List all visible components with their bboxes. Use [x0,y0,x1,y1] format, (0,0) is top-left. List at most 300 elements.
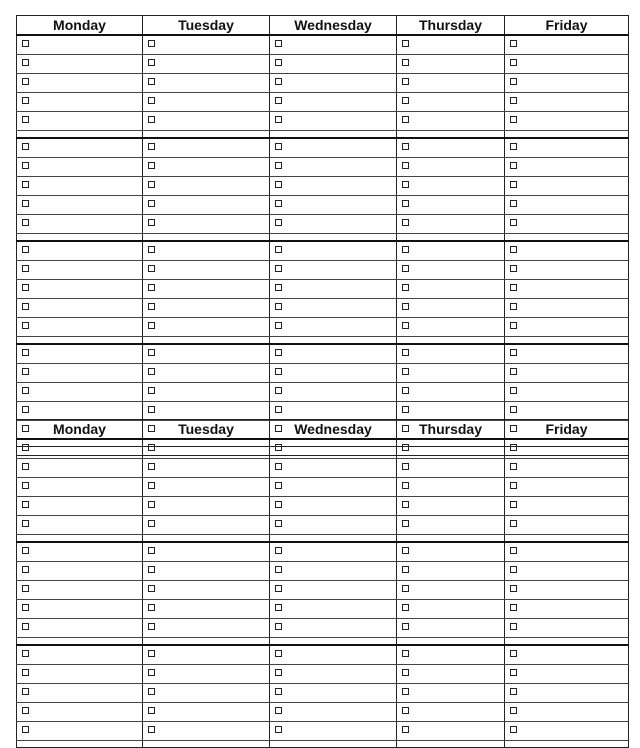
task-cell-friday[interactable] [505,261,629,280]
empty-checkbox-icon[interactable] [510,650,517,657]
empty-checkbox-icon[interactable] [148,566,155,573]
task-cell-monday[interactable] [17,516,143,535]
task-cell-friday[interactable] [505,158,629,177]
task-cell-tuesday[interactable] [143,684,270,703]
task-cell-monday[interactable] [17,722,143,741]
task-cell-thursday[interactable] [397,581,505,600]
empty-checkbox-icon[interactable] [402,200,409,207]
empty-checkbox-icon[interactable] [402,162,409,169]
task-cell-wednesday[interactable] [270,383,397,402]
task-cell-thursday[interactable] [397,665,505,684]
empty-checkbox-icon[interactable] [275,707,282,714]
task-cell-wednesday[interactable] [270,35,397,55]
task-cell-friday[interactable] [505,35,629,55]
task-cell-monday[interactable] [17,383,143,402]
empty-checkbox-icon[interactable] [275,284,282,291]
empty-checkbox-icon[interactable] [22,585,29,592]
empty-checkbox-icon[interactable] [22,650,29,657]
task-cell-thursday[interactable] [397,439,505,459]
task-cell-thursday[interactable] [397,703,505,722]
task-cell-monday[interactable] [17,158,143,177]
task-cell-friday[interactable] [505,703,629,722]
empty-checkbox-icon[interactable] [275,444,282,451]
empty-checkbox-icon[interactable] [22,143,29,150]
empty-checkbox-icon[interactable] [402,707,409,714]
empty-checkbox-icon[interactable] [402,116,409,123]
empty-checkbox-icon[interactable] [510,349,517,356]
empty-checkbox-icon[interactable] [22,349,29,356]
task-cell-wednesday[interactable] [270,261,397,280]
empty-checkbox-icon[interactable] [22,322,29,329]
task-cell-wednesday[interactable] [270,516,397,535]
empty-checkbox-icon[interactable] [148,162,155,169]
empty-checkbox-icon[interactable] [22,368,29,375]
empty-checkbox-icon[interactable] [22,97,29,104]
empty-checkbox-icon[interactable] [22,181,29,188]
empty-checkbox-icon[interactable] [22,547,29,554]
empty-checkbox-icon[interactable] [510,463,517,470]
empty-checkbox-icon[interactable] [510,303,517,310]
empty-checkbox-icon[interactable] [402,78,409,85]
task-cell-wednesday[interactable] [270,158,397,177]
empty-checkbox-icon[interactable] [275,181,282,188]
empty-checkbox-icon[interactable] [148,322,155,329]
empty-checkbox-icon[interactable] [275,59,282,66]
empty-checkbox-icon[interactable] [275,650,282,657]
task-cell-friday[interactable] [505,177,629,196]
task-cell-tuesday[interactable] [143,497,270,516]
empty-checkbox-icon[interactable] [275,116,282,123]
task-cell-wednesday[interactable] [270,112,397,131]
task-cell-tuesday[interactable] [143,299,270,318]
empty-checkbox-icon[interactable] [510,406,517,413]
task-cell-thursday[interactable] [397,74,505,93]
empty-checkbox-icon[interactable] [402,501,409,508]
empty-checkbox-icon[interactable] [275,78,282,85]
task-cell-friday[interactable] [505,55,629,74]
empty-checkbox-icon[interactable] [510,181,517,188]
task-cell-wednesday[interactable] [270,177,397,196]
task-cell-wednesday[interactable] [270,600,397,619]
task-cell-thursday[interactable] [397,138,505,158]
empty-checkbox-icon[interactable] [148,284,155,291]
empty-checkbox-icon[interactable] [148,707,155,714]
empty-checkbox-icon[interactable] [148,604,155,611]
empty-checkbox-icon[interactable] [22,116,29,123]
task-cell-wednesday[interactable] [270,684,397,703]
task-cell-thursday[interactable] [397,280,505,299]
task-cell-friday[interactable] [505,619,629,638]
empty-checkbox-icon[interactable] [275,368,282,375]
empty-checkbox-icon[interactable] [148,303,155,310]
empty-checkbox-icon[interactable] [510,707,517,714]
task-cell-friday[interactable] [505,299,629,318]
task-cell-thursday[interactable] [397,478,505,497]
task-cell-monday[interactable] [17,280,143,299]
empty-checkbox-icon[interactable] [402,726,409,733]
task-cell-tuesday[interactable] [143,112,270,131]
task-cell-monday[interactable] [17,241,143,261]
empty-checkbox-icon[interactable] [510,547,517,554]
empty-checkbox-icon[interactable] [148,200,155,207]
empty-checkbox-icon[interactable] [275,349,282,356]
task-cell-friday[interactable] [505,562,629,581]
task-cell-wednesday[interactable] [270,562,397,581]
task-cell-wednesday[interactable] [270,241,397,261]
task-cell-monday[interactable] [17,402,143,421]
empty-checkbox-icon[interactable] [510,368,517,375]
task-cell-tuesday[interactable] [143,55,270,74]
task-cell-wednesday[interactable] [270,215,397,234]
empty-checkbox-icon[interactable] [22,707,29,714]
empty-checkbox-icon[interactable] [402,688,409,695]
empty-checkbox-icon[interactable] [275,566,282,573]
empty-checkbox-icon[interactable] [510,162,517,169]
empty-checkbox-icon[interactable] [510,219,517,226]
task-cell-friday[interactable] [505,581,629,600]
task-cell-wednesday[interactable] [270,364,397,383]
task-cell-friday[interactable] [505,459,629,478]
task-cell-monday[interactable] [17,196,143,215]
task-cell-tuesday[interactable] [143,261,270,280]
task-cell-monday[interactable] [17,138,143,158]
empty-checkbox-icon[interactable] [510,501,517,508]
task-cell-thursday[interactable] [397,93,505,112]
empty-checkbox-icon[interactable] [148,59,155,66]
empty-checkbox-icon[interactable] [148,406,155,413]
empty-checkbox-icon[interactable] [275,688,282,695]
task-cell-thursday[interactable] [397,497,505,516]
task-cell-wednesday[interactable] [270,619,397,638]
task-cell-monday[interactable] [17,645,143,665]
empty-checkbox-icon[interactable] [148,97,155,104]
task-cell-tuesday[interactable] [143,344,270,364]
task-cell-wednesday[interactable] [270,497,397,516]
task-cell-monday[interactable] [17,665,143,684]
task-cell-monday[interactable] [17,581,143,600]
empty-checkbox-icon[interactable] [402,265,409,272]
empty-checkbox-icon[interactable] [510,623,517,630]
task-cell-thursday[interactable] [397,459,505,478]
task-cell-monday[interactable] [17,497,143,516]
task-cell-tuesday[interactable] [143,600,270,619]
empty-checkbox-icon[interactable] [22,669,29,676]
task-cell-wednesday[interactable] [270,280,397,299]
empty-checkbox-icon[interactable] [402,669,409,676]
empty-checkbox-icon[interactable] [148,688,155,695]
task-cell-tuesday[interactable] [143,665,270,684]
empty-checkbox-icon[interactable] [402,547,409,554]
task-cell-monday[interactable] [17,261,143,280]
task-cell-monday[interactable] [17,35,143,55]
task-cell-friday[interactable] [505,318,629,337]
task-cell-friday[interactable] [505,665,629,684]
empty-checkbox-icon[interactable] [275,623,282,630]
task-cell-monday[interactable] [17,619,143,638]
task-cell-wednesday[interactable] [270,645,397,665]
task-cell-thursday[interactable] [397,196,505,215]
task-cell-monday[interactable] [17,93,143,112]
empty-checkbox-icon[interactable] [148,623,155,630]
empty-checkbox-icon[interactable] [275,143,282,150]
empty-checkbox-icon[interactable] [22,200,29,207]
task-cell-thursday[interactable] [397,600,505,619]
task-cell-thursday[interactable] [397,402,505,421]
empty-checkbox-icon[interactable] [510,40,517,47]
empty-checkbox-icon[interactable] [275,387,282,394]
task-cell-wednesday[interactable] [270,196,397,215]
empty-checkbox-icon[interactable] [402,368,409,375]
task-cell-monday[interactable] [17,215,143,234]
empty-checkbox-icon[interactable] [402,406,409,413]
empty-checkbox-icon[interactable] [402,585,409,592]
task-cell-monday[interactable] [17,439,143,459]
task-cell-thursday[interactable] [397,722,505,741]
empty-checkbox-icon[interactable] [275,585,282,592]
task-cell-friday[interactable] [505,241,629,261]
empty-checkbox-icon[interactable] [22,284,29,291]
task-cell-thursday[interactable] [397,645,505,665]
empty-checkbox-icon[interactable] [402,284,409,291]
task-cell-wednesday[interactable] [270,439,397,459]
empty-checkbox-icon[interactable] [275,200,282,207]
empty-checkbox-icon[interactable] [275,482,282,489]
task-cell-friday[interactable] [505,542,629,562]
empty-checkbox-icon[interactable] [275,265,282,272]
empty-checkbox-icon[interactable] [402,349,409,356]
task-cell-monday[interactable] [17,684,143,703]
empty-checkbox-icon[interactable] [402,59,409,66]
empty-checkbox-icon[interactable] [22,406,29,413]
empty-checkbox-icon[interactable] [22,726,29,733]
empty-checkbox-icon[interactable] [148,349,155,356]
empty-checkbox-icon[interactable] [510,688,517,695]
empty-checkbox-icon[interactable] [148,116,155,123]
task-cell-monday[interactable] [17,177,143,196]
task-cell-monday[interactable] [17,344,143,364]
empty-checkbox-icon[interactable] [275,40,282,47]
empty-checkbox-icon[interactable] [148,547,155,554]
empty-checkbox-icon[interactable] [22,59,29,66]
empty-checkbox-icon[interactable] [22,604,29,611]
task-cell-thursday[interactable] [397,35,505,55]
empty-checkbox-icon[interactable] [510,284,517,291]
task-cell-monday[interactable] [17,318,143,337]
task-cell-tuesday[interactable] [143,196,270,215]
task-cell-thursday[interactable] [397,261,505,280]
empty-checkbox-icon[interactable] [510,200,517,207]
empty-checkbox-icon[interactable] [402,566,409,573]
task-cell-friday[interactable] [505,138,629,158]
empty-checkbox-icon[interactable] [510,669,517,676]
task-cell-monday[interactable] [17,74,143,93]
empty-checkbox-icon[interactable] [148,463,155,470]
task-cell-tuesday[interactable] [143,439,270,459]
empty-checkbox-icon[interactable] [148,246,155,253]
empty-checkbox-icon[interactable] [22,463,29,470]
task-cell-thursday[interactable] [397,241,505,261]
empty-checkbox-icon[interactable] [275,501,282,508]
task-cell-friday[interactable] [505,280,629,299]
task-cell-thursday[interactable] [397,215,505,234]
task-cell-wednesday[interactable] [270,402,397,421]
empty-checkbox-icon[interactable] [275,547,282,554]
task-cell-friday[interactable] [505,402,629,421]
empty-checkbox-icon[interactable] [148,78,155,85]
task-cell-tuesday[interactable] [143,722,270,741]
task-cell-tuesday[interactable] [143,35,270,55]
task-cell-wednesday[interactable] [270,581,397,600]
task-cell-monday[interactable] [17,542,143,562]
task-cell-friday[interactable] [505,383,629,402]
task-cell-tuesday[interactable] [143,74,270,93]
empty-checkbox-icon[interactable] [148,219,155,226]
empty-checkbox-icon[interactable] [148,387,155,394]
empty-checkbox-icon[interactable] [510,246,517,253]
task-cell-thursday[interactable] [397,318,505,337]
task-cell-friday[interactable] [505,74,629,93]
empty-checkbox-icon[interactable] [275,162,282,169]
empty-checkbox-icon[interactable] [22,482,29,489]
task-cell-friday[interactable] [505,439,629,459]
empty-checkbox-icon[interactable] [148,520,155,527]
empty-checkbox-icon[interactable] [402,387,409,394]
task-cell-tuesday[interactable] [143,138,270,158]
task-cell-tuesday[interactable] [143,562,270,581]
task-cell-wednesday[interactable] [270,55,397,74]
empty-checkbox-icon[interactable] [402,40,409,47]
task-cell-friday[interactable] [505,478,629,497]
empty-checkbox-icon[interactable] [402,322,409,329]
task-cell-tuesday[interactable] [143,215,270,234]
task-cell-monday[interactable] [17,478,143,497]
empty-checkbox-icon[interactable] [275,726,282,733]
task-cell-monday[interactable] [17,600,143,619]
empty-checkbox-icon[interactable] [510,585,517,592]
empty-checkbox-icon[interactable] [148,650,155,657]
task-cell-thursday[interactable] [397,177,505,196]
task-cell-wednesday[interactable] [270,138,397,158]
task-cell-monday[interactable] [17,459,143,478]
task-cell-monday[interactable] [17,364,143,383]
task-cell-friday[interactable] [505,93,629,112]
empty-checkbox-icon[interactable] [148,143,155,150]
empty-checkbox-icon[interactable] [22,303,29,310]
empty-checkbox-icon[interactable] [275,669,282,676]
task-cell-friday[interactable] [505,516,629,535]
task-cell-tuesday[interactable] [143,703,270,722]
empty-checkbox-icon[interactable] [275,406,282,413]
empty-checkbox-icon[interactable] [22,78,29,85]
empty-checkbox-icon[interactable] [510,322,517,329]
task-cell-thursday[interactable] [397,516,505,535]
empty-checkbox-icon[interactable] [510,604,517,611]
empty-checkbox-icon[interactable] [275,520,282,527]
task-cell-thursday[interactable] [397,55,505,74]
task-cell-friday[interactable] [505,364,629,383]
empty-checkbox-icon[interactable] [22,444,29,451]
empty-checkbox-icon[interactable] [22,162,29,169]
task-cell-tuesday[interactable] [143,241,270,261]
task-cell-tuesday[interactable] [143,383,270,402]
empty-checkbox-icon[interactable] [402,143,409,150]
task-cell-thursday[interactable] [397,344,505,364]
task-cell-tuesday[interactable] [143,516,270,535]
task-cell-tuesday[interactable] [143,645,270,665]
task-cell-friday[interactable] [505,344,629,364]
task-cell-thursday[interactable] [397,684,505,703]
empty-checkbox-icon[interactable] [275,463,282,470]
empty-checkbox-icon[interactable] [22,40,29,47]
task-cell-thursday[interactable] [397,299,505,318]
task-cell-tuesday[interactable] [143,280,270,299]
empty-checkbox-icon[interactable] [510,116,517,123]
empty-checkbox-icon[interactable] [510,265,517,272]
empty-checkbox-icon[interactable] [510,143,517,150]
task-cell-friday[interactable] [505,196,629,215]
task-cell-tuesday[interactable] [143,177,270,196]
empty-checkbox-icon[interactable] [22,520,29,527]
empty-checkbox-icon[interactable] [148,482,155,489]
task-cell-wednesday[interactable] [270,299,397,318]
task-cell-thursday[interactable] [397,158,505,177]
task-cell-friday[interactable] [505,722,629,741]
empty-checkbox-icon[interactable] [275,97,282,104]
task-cell-friday[interactable] [505,112,629,131]
task-cell-monday[interactable] [17,562,143,581]
empty-checkbox-icon[interactable] [510,482,517,489]
empty-checkbox-icon[interactable] [275,303,282,310]
empty-checkbox-icon[interactable] [22,246,29,253]
empty-checkbox-icon[interactable] [402,219,409,226]
task-cell-wednesday[interactable] [270,478,397,497]
task-cell-wednesday[interactable] [270,542,397,562]
empty-checkbox-icon[interactable] [275,322,282,329]
empty-checkbox-icon[interactable] [510,59,517,66]
task-cell-monday[interactable] [17,112,143,131]
empty-checkbox-icon[interactable] [510,566,517,573]
empty-checkbox-icon[interactable] [275,604,282,611]
task-cell-tuesday[interactable] [143,581,270,600]
task-cell-wednesday[interactable] [270,722,397,741]
empty-checkbox-icon[interactable] [148,444,155,451]
task-cell-wednesday[interactable] [270,74,397,93]
empty-checkbox-icon[interactable] [148,181,155,188]
task-cell-wednesday[interactable] [270,344,397,364]
task-cell-tuesday[interactable] [143,318,270,337]
empty-checkbox-icon[interactable] [148,368,155,375]
task-cell-tuesday[interactable] [143,93,270,112]
task-cell-wednesday[interactable] [270,703,397,722]
task-cell-friday[interactable] [505,600,629,619]
empty-checkbox-icon[interactable] [148,585,155,592]
empty-checkbox-icon[interactable] [402,463,409,470]
empty-checkbox-icon[interactable] [148,669,155,676]
empty-checkbox-icon[interactable] [402,444,409,451]
task-cell-thursday[interactable] [397,364,505,383]
task-cell-tuesday[interactable] [143,478,270,497]
empty-checkbox-icon[interactable] [402,246,409,253]
empty-checkbox-icon[interactable] [510,726,517,733]
empty-checkbox-icon[interactable] [510,78,517,85]
task-cell-friday[interactable] [505,215,629,234]
empty-checkbox-icon[interactable] [402,650,409,657]
task-cell-friday[interactable] [505,684,629,703]
empty-checkbox-icon[interactable] [402,97,409,104]
task-cell-thursday[interactable] [397,383,505,402]
task-cell-tuesday[interactable] [143,542,270,562]
task-cell-wednesday[interactable] [270,665,397,684]
